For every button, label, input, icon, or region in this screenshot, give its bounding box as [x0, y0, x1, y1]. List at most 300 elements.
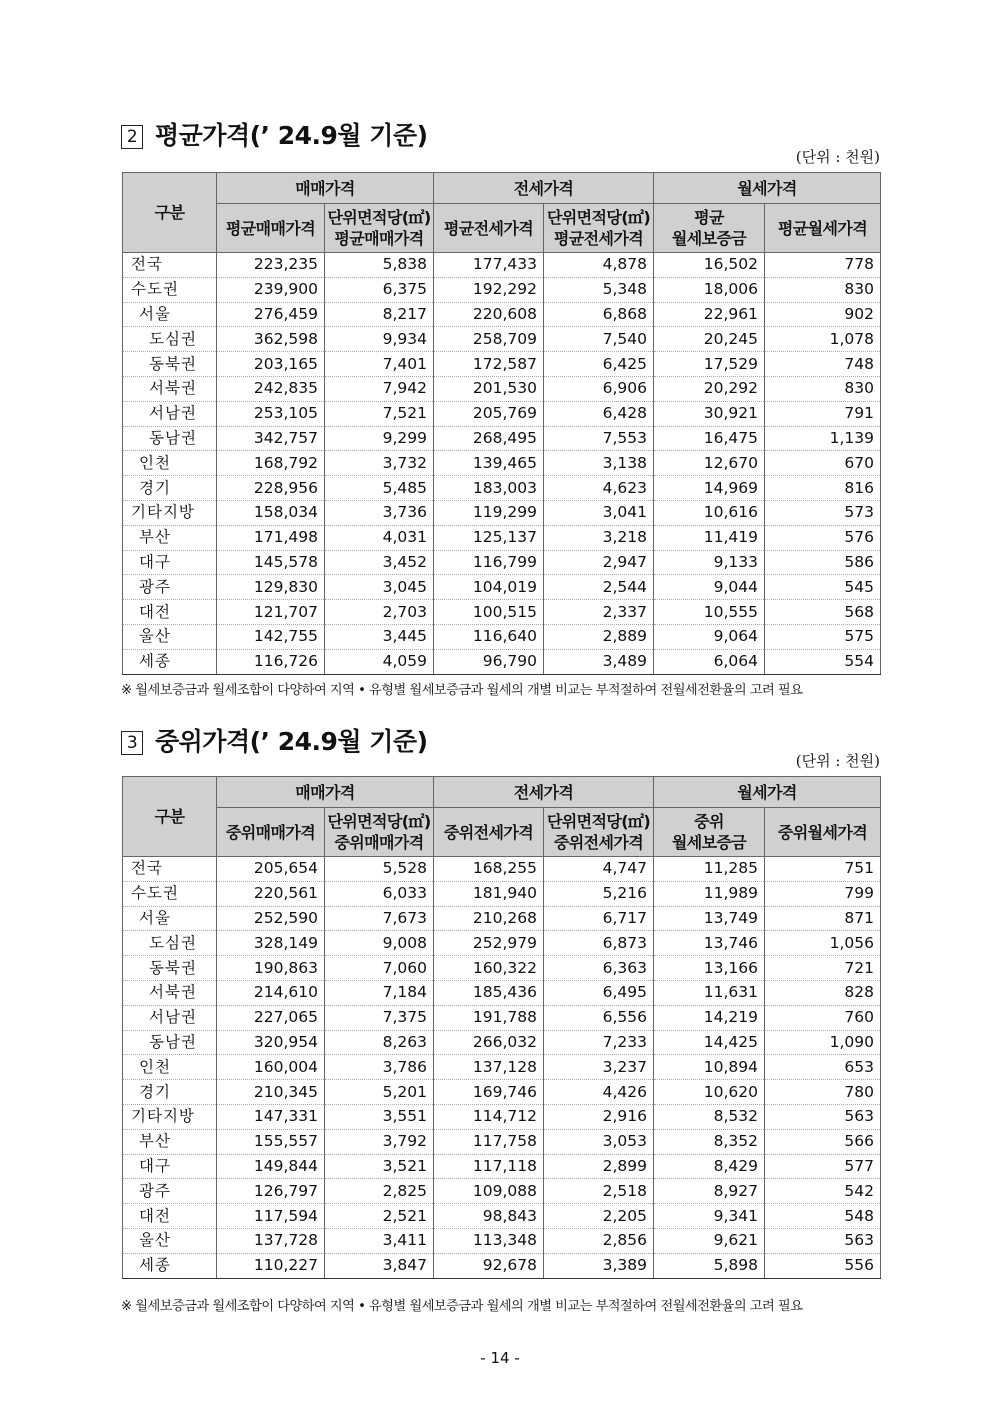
- value-cell: 10,620: [654, 1080, 765, 1105]
- value-cell: 5,898: [654, 1253, 765, 1278]
- region-name: 수도권: [123, 881, 217, 906]
- value-cell: 7,184: [325, 980, 434, 1005]
- value-cell: 14,219: [654, 1005, 765, 1030]
- value-cell: 14,969: [654, 476, 765, 501]
- value-cell: 3,792: [325, 1129, 434, 1154]
- table-row: [123, 1154, 881, 1179]
- region-name: 대전: [123, 1204, 217, 1229]
- value-cell: 117,118: [434, 1154, 544, 1179]
- value-cell: 7,942: [325, 376, 434, 401]
- table-row: [123, 1253, 881, 1278]
- value-cell: 2,889: [544, 624, 654, 649]
- value-cell: 276,459: [217, 302, 325, 327]
- value-cell: 3,489: [544, 649, 654, 674]
- value-cell: 3,521: [325, 1154, 434, 1179]
- section-title-average: [121, 116, 428, 152]
- header-med-jeonse: 중위전세가격: [434, 808, 544, 857]
- value-cell: 223,235: [217, 253, 325, 278]
- region-name: 대전: [123, 600, 217, 625]
- value-cell: 5,485: [325, 476, 434, 501]
- value-cell: 98,843: [434, 1204, 544, 1229]
- value-cell: 125,137: [434, 525, 544, 550]
- value-cell: 5,216: [544, 881, 654, 906]
- value-cell: 2,825: [325, 1179, 434, 1204]
- value-cell: 116,799: [434, 550, 544, 575]
- table-row: [123, 302, 881, 327]
- region-name: 부산: [123, 525, 217, 550]
- region-name: 서울: [123, 302, 217, 327]
- value-cell: 3,389: [544, 1253, 654, 1278]
- value-cell: 1,056: [765, 931, 881, 956]
- value-cell: 205,769: [434, 401, 544, 426]
- value-cell: 96,790: [434, 649, 544, 674]
- region-name: 기타지방: [123, 1104, 217, 1129]
- value-cell: 1,090: [765, 1030, 881, 1055]
- table-row: [123, 1030, 881, 1055]
- value-cell: 12,670: [654, 451, 765, 476]
- header-avg-monthly: 평균월세가격: [765, 204, 881, 253]
- region-name: 도심권: [123, 931, 217, 956]
- value-cell: 830: [765, 376, 881, 401]
- value-cell: 13,749: [654, 906, 765, 931]
- region-name: 세종: [123, 649, 217, 674]
- value-cell: 11,419: [654, 525, 765, 550]
- value-cell: 169,746: [434, 1080, 544, 1105]
- table-row: [123, 1104, 881, 1129]
- value-cell: 362,598: [217, 327, 325, 352]
- region-name: 전국: [123, 857, 217, 882]
- region-name: 도심권: [123, 327, 217, 352]
- value-cell: 871: [765, 906, 881, 931]
- value-cell: 9,064: [654, 624, 765, 649]
- value-cell: 11,285: [654, 857, 765, 882]
- region-name: 동남권: [123, 426, 217, 451]
- value-cell: 6,363: [544, 956, 654, 981]
- value-cell: 183,003: [434, 476, 544, 501]
- region-name: 울산: [123, 624, 217, 649]
- table-row: [123, 401, 881, 426]
- value-cell: 7,375: [325, 1005, 434, 1030]
- value-cell: 563: [765, 1228, 881, 1253]
- page-number: - 14 -: [480, 1349, 520, 1367]
- value-cell: 4,059: [325, 649, 434, 674]
- region-name: 수도권: [123, 277, 217, 302]
- table-row: [123, 980, 881, 1005]
- header-unit-jeonse: 단위면적당(㎡) 중위전세가격: [544, 808, 654, 857]
- value-cell: 147,331: [217, 1104, 325, 1129]
- value-cell: 3,411: [325, 1228, 434, 1253]
- value-cell: 210,268: [434, 906, 544, 931]
- value-cell: 190,863: [217, 956, 325, 981]
- header-deposit: 중위 월세보증금: [654, 808, 765, 857]
- value-cell: 252,979: [434, 931, 544, 956]
- table-row: [123, 352, 881, 377]
- value-cell: 177,433: [434, 253, 544, 278]
- value-cell: 126,797: [217, 1179, 325, 1204]
- header-avg-jeonse: 평균전세가격: [434, 204, 544, 253]
- section-title-text: 중위가격(’ 24.9월 기준): [155, 727, 428, 756]
- header-group-sale: 매매가격: [217, 777, 434, 808]
- value-cell: 1,139: [765, 426, 881, 451]
- region-name: 기타지방: [123, 500, 217, 525]
- value-cell: 4,878: [544, 253, 654, 278]
- value-cell: 205,654: [217, 857, 325, 882]
- value-cell: 252,590: [217, 906, 325, 931]
- value-cell: 145,578: [217, 550, 325, 575]
- region-name: 대구: [123, 550, 217, 575]
- value-cell: 653: [765, 1055, 881, 1080]
- value-cell: 328,149: [217, 931, 325, 956]
- table-row: [123, 857, 881, 882]
- value-cell: 7,521: [325, 401, 434, 426]
- value-cell: 8,217: [325, 302, 434, 327]
- value-cell: 227,065: [217, 1005, 325, 1030]
- value-cell: 117,758: [434, 1129, 544, 1154]
- region-name: 전국: [123, 253, 217, 278]
- value-cell: 778: [765, 253, 881, 278]
- value-cell: 220,561: [217, 881, 325, 906]
- header-unit-sale: 단위면적당(㎡) 중위매매가격: [325, 808, 434, 857]
- value-cell: 20,292: [654, 376, 765, 401]
- header-group-sale: 매매가격: [217, 173, 434, 204]
- value-cell: 5,838: [325, 253, 434, 278]
- value-cell: 2,947: [544, 550, 654, 575]
- value-cell: 9,299: [325, 426, 434, 451]
- value-cell: 3,445: [325, 624, 434, 649]
- table-row: [123, 1204, 881, 1229]
- value-cell: 573: [765, 500, 881, 525]
- table-row: [123, 956, 881, 981]
- value-cell: 113,348: [434, 1228, 544, 1253]
- unit-label: (단위 : 천원): [795, 752, 880, 770]
- value-cell: 137,728: [217, 1228, 325, 1253]
- footnote: ※ 월세보증금과 월세조합이 다양하여 지역 • 유형별 월세보증금과 월세의 개별 비교는 부적절하여 전월세전환율의 고려 필요: [121, 683, 803, 698]
- region-name: 부산: [123, 1129, 217, 1154]
- value-cell: 2,899: [544, 1154, 654, 1179]
- value-cell: 799: [765, 881, 881, 906]
- value-cell: 320,954: [217, 1030, 325, 1055]
- table-row: [123, 550, 881, 575]
- table-row: [123, 500, 881, 525]
- table-row: [123, 327, 881, 352]
- value-cell: 137,128: [434, 1055, 544, 1080]
- median-price-table: [122, 776, 881, 1279]
- value-cell: 16,475: [654, 426, 765, 451]
- value-cell: 8,352: [654, 1129, 765, 1154]
- value-cell: 116,726: [217, 649, 325, 674]
- value-cell: 830: [765, 277, 881, 302]
- region-name: 경기: [123, 476, 217, 501]
- value-cell: 10,894: [654, 1055, 765, 1080]
- average-price-table: [122, 172, 881, 675]
- value-cell: 554: [765, 649, 881, 674]
- value-cell: 3,218: [544, 525, 654, 550]
- value-cell: 8,532: [654, 1104, 765, 1129]
- region-name: 인천: [123, 1055, 217, 1080]
- value-cell: 3,551: [325, 1104, 434, 1129]
- table-row: [123, 1055, 881, 1080]
- value-cell: 121,707: [217, 600, 325, 625]
- value-cell: 20,245: [654, 327, 765, 352]
- value-cell: 4,623: [544, 476, 654, 501]
- footnote: ※ 월세보증금과 월세조합이 다양하여 지역 • 유형별 월세보증금과 월세의 개별 비교는 부적절하여 전월세전환율의 고려 필요: [121, 1299, 803, 1314]
- header-med-monthly: 중위월세가격: [765, 808, 881, 857]
- value-cell: 566: [765, 1129, 881, 1154]
- value-cell: 9,621: [654, 1228, 765, 1253]
- header-unit-jeonse: 단위면적당(㎡) 평균전세가격: [544, 204, 654, 253]
- value-cell: 2,703: [325, 600, 434, 625]
- region-name: 광주: [123, 1179, 217, 1204]
- value-cell: 3,786: [325, 1055, 434, 1080]
- value-cell: 8,927: [654, 1179, 765, 1204]
- value-cell: 2,521: [325, 1204, 434, 1229]
- value-cell: 172,587: [434, 352, 544, 377]
- table-row: [123, 277, 881, 302]
- value-cell: 8,263: [325, 1030, 434, 1055]
- value-cell: 266,032: [434, 1030, 544, 1055]
- value-cell: 155,557: [217, 1129, 325, 1154]
- value-cell: 9,133: [654, 550, 765, 575]
- value-cell: 568: [765, 600, 881, 625]
- value-cell: 22,961: [654, 302, 765, 327]
- value-cell: 7,233: [544, 1030, 654, 1055]
- value-cell: 5,201: [325, 1080, 434, 1105]
- header-unit-sale: 단위면적당(㎡) 평균매매가격: [325, 204, 434, 253]
- region-name: 서북권: [123, 376, 217, 401]
- value-cell: 192,292: [434, 277, 544, 302]
- value-cell: 342,757: [217, 426, 325, 451]
- value-cell: 6,495: [544, 980, 654, 1005]
- header-category: 구분: [123, 777, 217, 857]
- value-cell: 816: [765, 476, 881, 501]
- value-cell: 160,004: [217, 1055, 325, 1080]
- header-group-jeonse: 전세가격: [434, 173, 654, 204]
- table-row: [123, 525, 881, 550]
- value-cell: 6,717: [544, 906, 654, 931]
- unit-label: (단위 : 천원): [795, 148, 880, 166]
- value-cell: 760: [765, 1005, 881, 1030]
- value-cell: 575: [765, 624, 881, 649]
- value-cell: 220,608: [434, 302, 544, 327]
- table-row: [123, 253, 881, 278]
- value-cell: 7,540: [544, 327, 654, 352]
- value-cell: 7,673: [325, 906, 434, 931]
- region-name: 서남권: [123, 1005, 217, 1030]
- value-cell: 30,921: [654, 401, 765, 426]
- value-cell: 258,709: [434, 327, 544, 352]
- value-cell: 9,008: [325, 931, 434, 956]
- value-cell: 242,835: [217, 376, 325, 401]
- value-cell: 3,041: [544, 500, 654, 525]
- header-group-monthly: 월세가격: [654, 173, 881, 204]
- region-name: 동남권: [123, 1030, 217, 1055]
- value-cell: 6,868: [544, 302, 654, 327]
- value-cell: 228,956: [217, 476, 325, 501]
- value-cell: 6,425: [544, 352, 654, 377]
- value-cell: 142,755: [217, 624, 325, 649]
- header-group-monthly: 월세가격: [654, 777, 881, 808]
- value-cell: 748: [765, 352, 881, 377]
- value-cell: 6,064: [654, 649, 765, 674]
- value-cell: 16,502: [654, 253, 765, 278]
- value-cell: 139,465: [434, 451, 544, 476]
- value-cell: 828: [765, 980, 881, 1005]
- value-cell: 11,631: [654, 980, 765, 1005]
- value-cell: 6,033: [325, 881, 434, 906]
- value-cell: 119,299: [434, 500, 544, 525]
- value-cell: 18,006: [654, 277, 765, 302]
- value-cell: 3,736: [325, 500, 434, 525]
- value-cell: 10,616: [654, 500, 765, 525]
- value-cell: 168,792: [217, 451, 325, 476]
- value-cell: 191,788: [434, 1005, 544, 1030]
- value-cell: 6,906: [544, 376, 654, 401]
- value-cell: 185,436: [434, 980, 544, 1005]
- value-cell: 203,165: [217, 352, 325, 377]
- value-cell: 3,053: [544, 1129, 654, 1154]
- value-cell: 109,088: [434, 1179, 544, 1204]
- value-cell: 791: [765, 401, 881, 426]
- value-cell: 100,515: [434, 600, 544, 625]
- value-cell: 563: [765, 1104, 881, 1129]
- region-name: 대구: [123, 1154, 217, 1179]
- table-row: [123, 476, 881, 501]
- value-cell: 3,452: [325, 550, 434, 575]
- value-cell: 751: [765, 857, 881, 882]
- value-cell: 6,873: [544, 931, 654, 956]
- value-cell: 17,529: [654, 352, 765, 377]
- value-cell: 13,166: [654, 956, 765, 981]
- value-cell: 201,530: [434, 376, 544, 401]
- header-group-jeonse: 전세가격: [434, 777, 654, 808]
- header-med-sale: 중위매매가격: [217, 808, 325, 857]
- region-name: 동북권: [123, 956, 217, 981]
- region-name: 인천: [123, 451, 217, 476]
- table-row: [123, 376, 881, 401]
- value-cell: 2,544: [544, 575, 654, 600]
- value-cell: 3,847: [325, 1253, 434, 1278]
- value-cell: 6,556: [544, 1005, 654, 1030]
- table-row: [123, 649, 881, 674]
- value-cell: 5,528: [325, 857, 434, 882]
- value-cell: 181,940: [434, 881, 544, 906]
- table-row: [123, 426, 881, 451]
- value-cell: 4,747: [544, 857, 654, 882]
- region-name: 광주: [123, 575, 217, 600]
- value-cell: 586: [765, 550, 881, 575]
- value-cell: 129,830: [217, 575, 325, 600]
- value-cell: 9,934: [325, 327, 434, 352]
- region-name: 울산: [123, 1228, 217, 1253]
- value-cell: 268,495: [434, 426, 544, 451]
- table-row: [123, 1129, 881, 1154]
- header-category: 구분: [123, 173, 217, 253]
- value-cell: 548: [765, 1204, 881, 1229]
- value-cell: 6,428: [544, 401, 654, 426]
- value-cell: 902: [765, 302, 881, 327]
- value-cell: 2,916: [544, 1104, 654, 1129]
- value-cell: 7,060: [325, 956, 434, 981]
- value-cell: 104,019: [434, 575, 544, 600]
- value-cell: 14,425: [654, 1030, 765, 1055]
- value-cell: 670: [765, 451, 881, 476]
- value-cell: 4,031: [325, 525, 434, 550]
- section-title-text: 평균가격(’ 24.9월 기준): [155, 121, 428, 150]
- table-row: [123, 881, 881, 906]
- table-row: [123, 931, 881, 956]
- value-cell: 721: [765, 956, 881, 981]
- section-title-median: [121, 722, 428, 758]
- value-cell: 2,856: [544, 1228, 654, 1253]
- table-row: [123, 1080, 881, 1105]
- section-number-box: 2: [121, 125, 143, 149]
- value-cell: 3,138: [544, 451, 654, 476]
- value-cell: 149,844: [217, 1154, 325, 1179]
- value-cell: 210,345: [217, 1080, 325, 1105]
- value-cell: 542: [765, 1179, 881, 1204]
- value-cell: 545: [765, 575, 881, 600]
- value-cell: 5,348: [544, 277, 654, 302]
- value-cell: 13,746: [654, 931, 765, 956]
- value-cell: 576: [765, 525, 881, 550]
- header-deposit: 평균 월세보증금: [654, 204, 765, 253]
- table-row: [123, 575, 881, 600]
- value-cell: 4,426: [544, 1080, 654, 1105]
- region-name: 경기: [123, 1080, 217, 1105]
- value-cell: 92,678: [434, 1253, 544, 1278]
- value-cell: 9,341: [654, 1204, 765, 1229]
- table-row: [123, 451, 881, 476]
- header-avg-sale: 평균매매가격: [217, 204, 325, 253]
- table-row: [123, 624, 881, 649]
- value-cell: 577: [765, 1154, 881, 1179]
- region-name: 서울: [123, 906, 217, 931]
- value-cell: 160,322: [434, 956, 544, 981]
- value-cell: 114,712: [434, 1104, 544, 1129]
- value-cell: 1,078: [765, 327, 881, 352]
- value-cell: 8,429: [654, 1154, 765, 1179]
- region-name: 서남권: [123, 401, 217, 426]
- table-row: [123, 1179, 881, 1204]
- value-cell: 9,044: [654, 575, 765, 600]
- value-cell: 7,553: [544, 426, 654, 451]
- value-cell: 2,205: [544, 1204, 654, 1229]
- value-cell: 3,045: [325, 575, 434, 600]
- value-cell: 214,610: [217, 980, 325, 1005]
- value-cell: 3,237: [544, 1055, 654, 1080]
- value-cell: 168,255: [434, 857, 544, 882]
- value-cell: 10,555: [654, 600, 765, 625]
- table-row: [123, 1005, 881, 1030]
- value-cell: 11,989: [654, 881, 765, 906]
- value-cell: 253,105: [217, 401, 325, 426]
- value-cell: 158,034: [217, 500, 325, 525]
- section-number-box: 3: [121, 731, 143, 755]
- value-cell: 6,375: [325, 277, 434, 302]
- table-row: [123, 600, 881, 625]
- value-cell: 556: [765, 1253, 881, 1278]
- value-cell: 7,401: [325, 352, 434, 377]
- region-name: 세종: [123, 1253, 217, 1278]
- value-cell: 117,594: [217, 1204, 325, 1229]
- region-name: 동북권: [123, 352, 217, 377]
- value-cell: 239,900: [217, 277, 325, 302]
- value-cell: 110,227: [217, 1253, 325, 1278]
- region-name: 서북권: [123, 980, 217, 1005]
- table-row: [123, 1228, 881, 1253]
- value-cell: 2,518: [544, 1179, 654, 1204]
- value-cell: 171,498: [217, 525, 325, 550]
